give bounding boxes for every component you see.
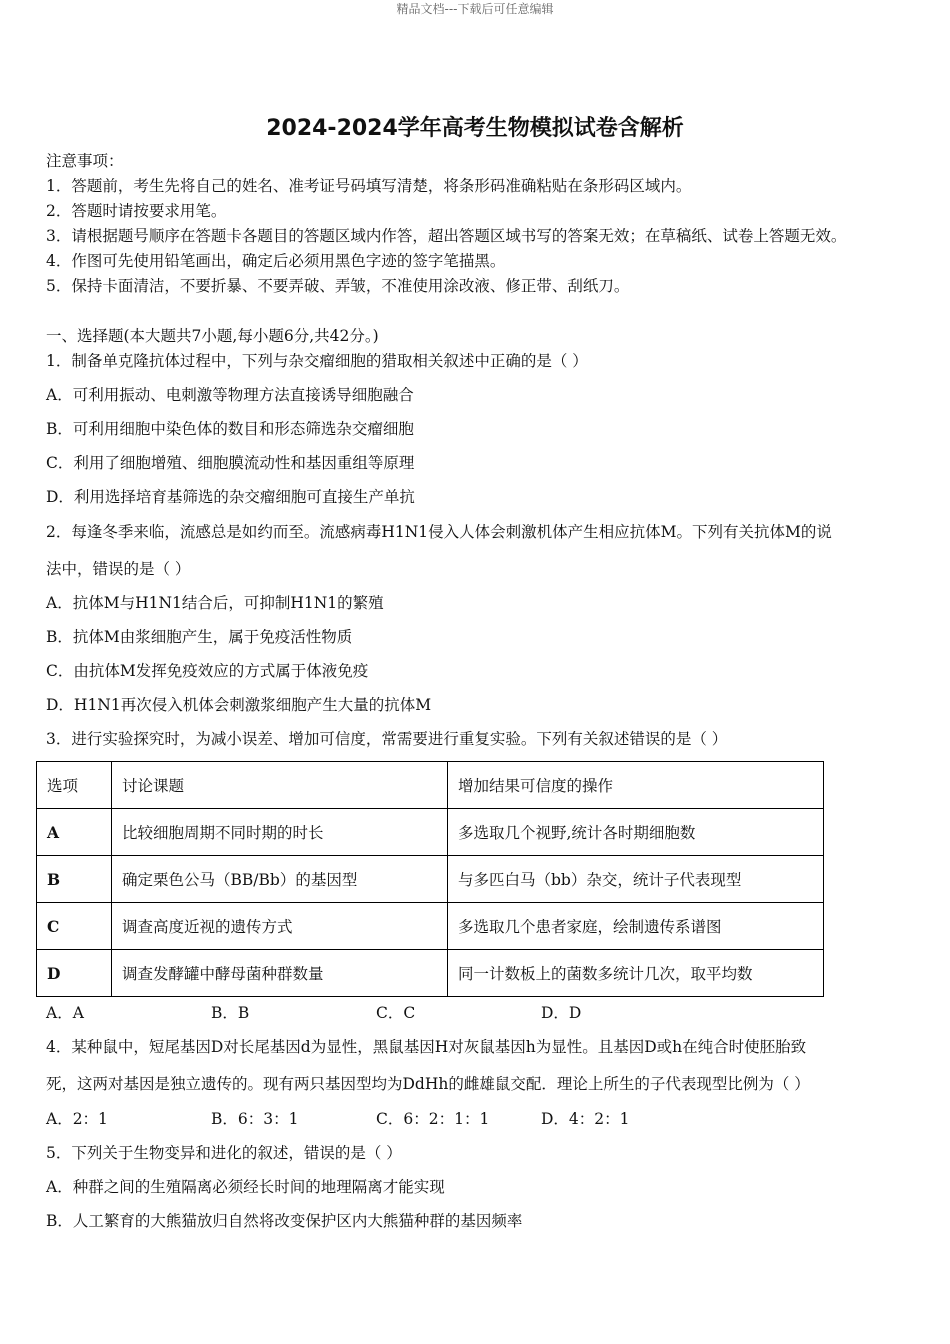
table-cell: B [37,856,112,903]
table-header-cell: 选项 [37,762,112,809]
table-cell: C [37,903,112,950]
q3-option-b: B．B [211,1004,250,1022]
q2-stem-line2: 法中，错误的是（ ） [46,560,191,578]
q2-stem-line1: 2．每逢冬季来临，流感总是如约而至。流感病毒H1N1侵入人体会刺激机体产生相应抗体M。下列有关抗体M的说 [46,523,832,541]
q3-option-a: A．A [46,1004,84,1022]
q1-option-d: D．利用选择培育基筛选的杂交瘤细胞可直接生产单抗 [46,488,415,506]
header-note: 精品文档---下载后可任意编辑 [396,2,554,16]
table-header-cell: 讨论课题 [112,762,448,809]
q4-stem-line1: 4．某种鼠中，短尾基因D对长尾基因d为显性，黑鼠基因H对灰鼠基因h为显性。且基因D或h在纯合时使胚胎致 [46,1038,807,1056]
table-row [37,809,824,856]
table-row [37,856,824,903]
section-heading: 一、选择题(本大题共7小题,每小题6分,共42分。) [46,327,379,345]
q4-option-c: C．6：2：1：1 [376,1110,490,1128]
notice-heading: 注意事项： [46,152,124,170]
table-cell: A [37,809,112,856]
q1-option-a: A．可利用振动、电刺激等物理方法直接诱导细胞融合 [46,386,414,404]
table-cell: 确定栗色公马（BB/Bb）的基因型 [112,856,448,903]
document-title: 2024-2024学年高考生物模拟试卷含解析 [266,116,684,141]
q1-option-b: B．可利用细胞中染色体的数目和形态筛选杂交瘤细胞 [46,420,414,438]
table-row [37,903,824,950]
notice-item-1: 1．答题前，考生先将自己的姓名、准考证号码填写清楚，将条形码准确粘贴在条形码区域内。 [46,177,692,195]
q4-option-a: A．2：1 [46,1110,108,1128]
q2-option-c: C．由抗体M发挥免疫效应的方式属于体液免疫 [46,662,369,680]
notice-item-3: 3．请根据题号顺序在答题卡各题目的答题区域内作答，超出答题区域书写的答案无效；在草稿纸、试卷上答题无效。 [46,227,847,245]
q3-option-d: D．D [541,1004,582,1022]
table-header-row [37,762,824,809]
notice-item-5: 5．保持卡面清洁，不要折暴、不要弄破、弄皱，不准使用涂改液、修正带、刮纸刀。 [46,277,630,295]
q2-option-d: D．H1N1再次侵入机体会刺激浆细胞产生大量的抗体M [46,696,432,714]
q5-option-a: A．种群之间的生殖隔离必须经长时间的地理隔离才能实现 [46,1178,445,1196]
table-cell: D [37,950,112,997]
notice-item-2: 2．答题时请按要求用笔。 [46,202,227,220]
table-header-cell: 增加结果可信度的操作 [448,762,824,809]
q1-option-c: C．利用了细胞增殖、细胞膜流动性和基因重组等原理 [46,454,415,472]
q3-stem: 3．进行实验探究时，为减小误差、增加可信度，常需要进行重复实验。下列有关叙述错误的是（ ） [46,730,728,748]
table-cell: 比较细胞周期不同时期的时长 [112,809,448,856]
table-cell: 调查高度近视的遗传方式 [112,903,448,950]
q4-stem-line2: 死，这两对基因是独立遗传的。现有两只基因型均为DdHh的雌雄鼠交配．理论上所生的子代表现型比例为（ ） [46,1075,810,1093]
table-cell: 同一计数板上的菌数多统计几次，取平均数 [448,950,824,997]
q2-option-b: B．抗体M由浆细胞产生，属于免疫活性物质 [46,628,353,646]
q3-table [36,761,824,997]
q5-option-b: B．人工繁育的大熊猫放归自然将改变保护区内大熊猫种群的基因频率 [46,1212,523,1230]
table-row [37,950,824,997]
q1-stem: 1．制备单克隆抗体过程中，下列与杂交瘤细胞的猎取相关叙述中正确的是（ ） [46,352,588,370]
table-cell: 调查发酵罐中酵母菌种群数量 [112,950,448,997]
q4-option-d: D．4：2：1 [541,1110,630,1128]
notice-item-4: 4．作图可先使用铅笔画出，确定后必须用黑色字迹的签字笔描黑。 [46,252,506,270]
q3-option-c: C．C [376,1004,416,1022]
q5-stem: 5．下列关于生物变异和进化的叙述，错误的是（ ） [46,1144,402,1162]
table-cell: 多选取几个视野,统计各时期细胞数 [448,809,824,856]
q4-option-b: B．6：3：1 [211,1110,299,1128]
table-cell: 多选取几个患者家庭，绘制遗传系谱图 [448,903,824,950]
q2-option-a: A．抗体M与H1N1结合后，可抑制H1N1的繁殖 [46,594,384,612]
table-cell: 与多匹白马（bb）杂交，统计子代表现型 [448,856,824,903]
